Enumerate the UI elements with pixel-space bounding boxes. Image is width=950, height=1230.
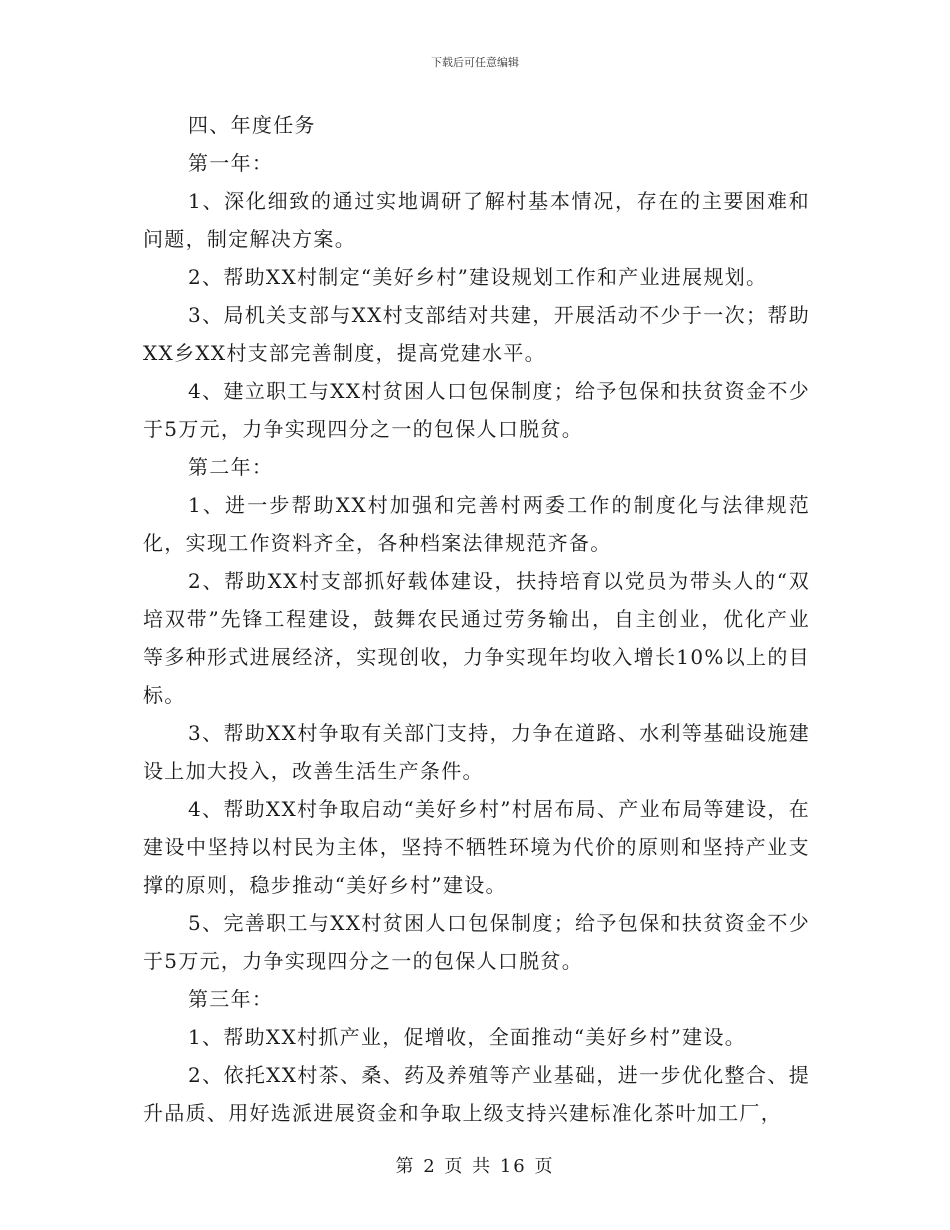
- paragraph: 2、帮助XX村制定“美好乡村”建设规划工作和产业进展规划。: [188, 265, 768, 289]
- paragraph: 3、局机关支部与XX村支部结对共建，开展活动不少于一次；帮助XX乡XX村支部完善制度，提高党建水平。: [143, 303, 810, 365]
- paragraph: 1、进一步帮助XX村加强和完善村两委工作的制度化与法律规范化，实现工作资料齐全，各种档案法律规范齐备。: [143, 493, 810, 555]
- paragraph: 4、帮助XX村争取启动“美好乡村”村居布局、产业布局等建设，在建设中坚持以村民为主体，坚持不牺牲环境为代价的原则和坚持产业支撑的原则，稳步推动“美好乡村”建设。: [143, 797, 810, 897]
- paragraph: 2、帮助XX村支部抓好载体建设，扶持培育以党员为带头人的“双培双带”先锋工程建设，鼓舞农民通过劳务输出，自主创业，优化产业等多种形式进展经济，实现创收，力争实现年均收入增长10%以上的目标。: [143, 569, 810, 707]
- header-note: 下载后可任意编辑: [431, 56, 519, 69]
- paragraph: 4、建立职工与XX村贫困人口包保制度；给予包保和扶贫资金不少于5万元，力争实现四分之一的包保人口脱贫。: [143, 379, 810, 441]
- paragraph: 3、帮助XX村争取有关部门支持，力争在道路、水利等基础设施建设上加大投入，改善生活生产条件。: [143, 721, 810, 783]
- year-heading-2: 第二年：: [188, 455, 274, 479]
- paragraph: 1、帮助XX村抓产业，促增收，全面推动“美好乡村”建设。: [188, 1025, 747, 1049]
- section-heading: 四、年度任务: [188, 113, 316, 137]
- paragraph: 1、深化细致的通过实地调研了解村基本情况，存在的主要困难和问题，制定解决方案。: [143, 189, 810, 251]
- paragraph: 2、依托XX村茶、桑、药及养殖等产业基础，进一步优化整合、提升品质、用好选派进展资金和争取上级支持兴建标准化茶叶加工厂，: [143, 1063, 810, 1125]
- year-heading-1: 第一年：: [188, 151, 274, 175]
- paragraph: 5、完善职工与XX村贫困人口包保制度；给予包保和扶贫资金不少于5万元，力争实现四分之一的包保人口脱贫。: [143, 911, 810, 973]
- page-footer: 第 2 页 共 16 页: [395, 1156, 555, 1177]
- document-body: [143, 106, 810, 1132]
- year-heading-3: 第三年：: [188, 987, 274, 1011]
